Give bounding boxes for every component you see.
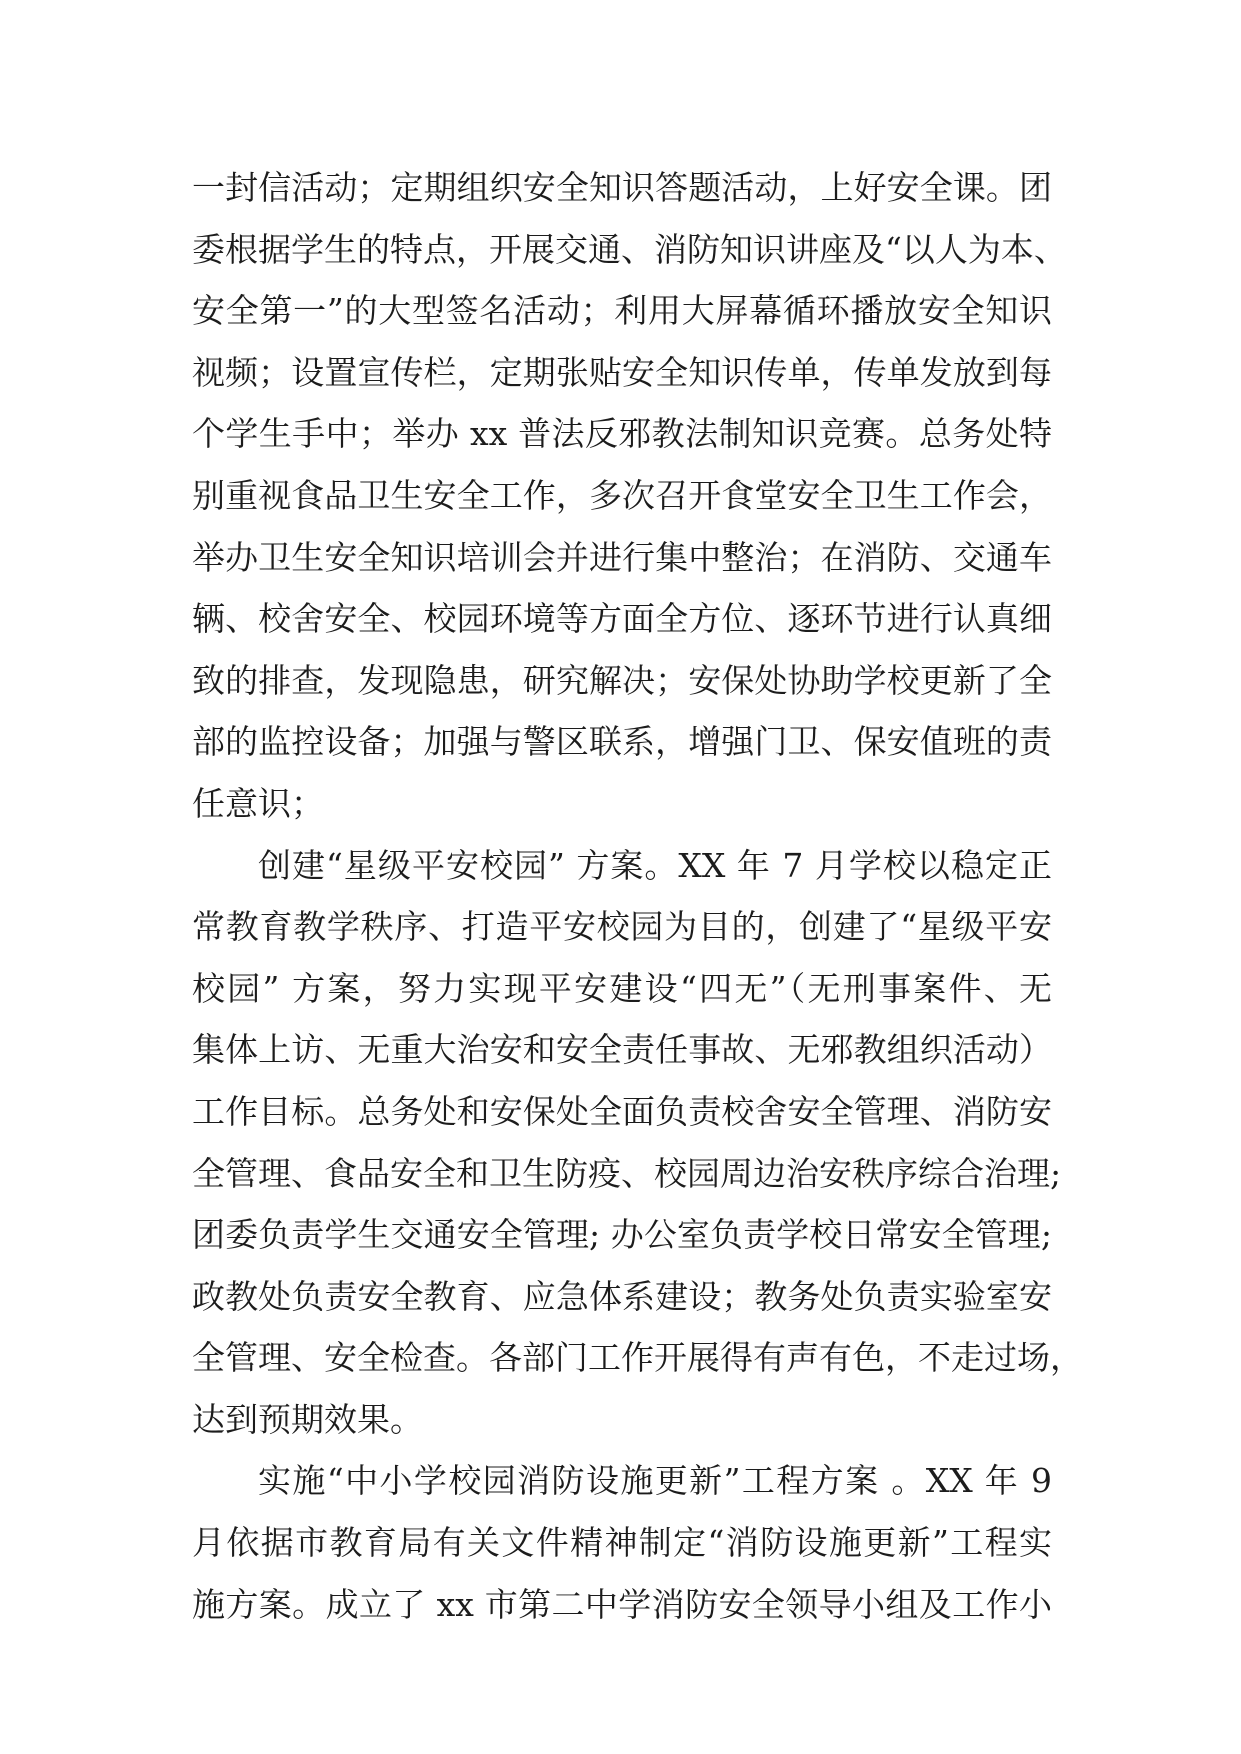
text-line: 政教处负责安全教育、应急体系建设；教务处负责实验室安 (192, 1276, 1052, 1316)
text-line: 举办卫生安全知识培训会并进行集中整治；在消防、交通车 (192, 537, 1052, 577)
text-line: 达到预期效果。 (192, 1399, 423, 1439)
text-line: 安全第一”的大型签名活动；利用大屏幕循环播放安全知识 (192, 291, 1052, 331)
text-line: 全管理、安全检查。各部门工作开展得有声有色，不走过场， (192, 1338, 1083, 1378)
text-line: 施方案。成立了 xx 市第二中学消防安全领导小组及工作小 (192, 1584, 1052, 1624)
text-line: 实施“中小学校园消防设施更新”工程方案 。XX 年 9 (258, 1461, 1052, 1501)
text-line: 团委负责学生交通安全管理; 办公室负责学校日常安全管理; (192, 1215, 1052, 1255)
text-line: 致的排查，发现隐患，研究解决；安保处协助学校更新了全 (192, 660, 1052, 700)
text-line: 一封信活动；定期组织安全知识答题活动，上好安全课。团 (192, 168, 1052, 207)
text-line: 全管理、食品安全和卫生防疫、校园周边治安秩序综合治理; (192, 1153, 1062, 1193)
text-line: 校园” 方案，努力实现平安建设“四无”（无刑事案件、无 (192, 968, 1052, 1008)
paragraph (192, 157, 1067, 835)
document-body (192, 157, 1083, 1635)
text-line: 视频；设置宣传栏，定期张贴安全知识传单，传单发放到每 (192, 352, 1052, 392)
text-line: 任意识； (192, 783, 324, 823)
paragraph (192, 835, 1083, 1451)
text-line: 别重视食品卫生安全工作，多次召开食堂安全卫生工作会， (192, 475, 1052, 515)
text-line: 部的监控设备；加强与警区联系，增强门卫、保安值班的责 (192, 722, 1052, 762)
text-line: 常教育教学秩序、打造平安校园为目的，创建了“星级平安 (192, 907, 1052, 947)
text-line: 委根据学生的特点，开展交通、消防知识讲座及“以人为本、 (192, 229, 1067, 269)
text-line: 月依据市教育局有关文件精神制定“消防设施更新”工程实 (192, 1523, 1052, 1563)
text-line: 辆、校舍安全、校园环境等方面全方位、逐环节进行认真细 (192, 599, 1052, 639)
text-line: 工作目标。总务处和安保处全面负责校舍安全管理、消防安 (192, 1091, 1052, 1131)
text-line: 创建“星级平安校园” 方案。XX 年 7 月学校以稳定正 (258, 845, 1052, 885)
paragraph (192, 1450, 1052, 1635)
text-line: 集体上访、无重大治安和安全责任事故、无邪教组织活动） (192, 1030, 1052, 1070)
text-line: 个学生手中；举办 xx 普法反邪教法制知识竞赛。总务处特 (192, 414, 1052, 454)
